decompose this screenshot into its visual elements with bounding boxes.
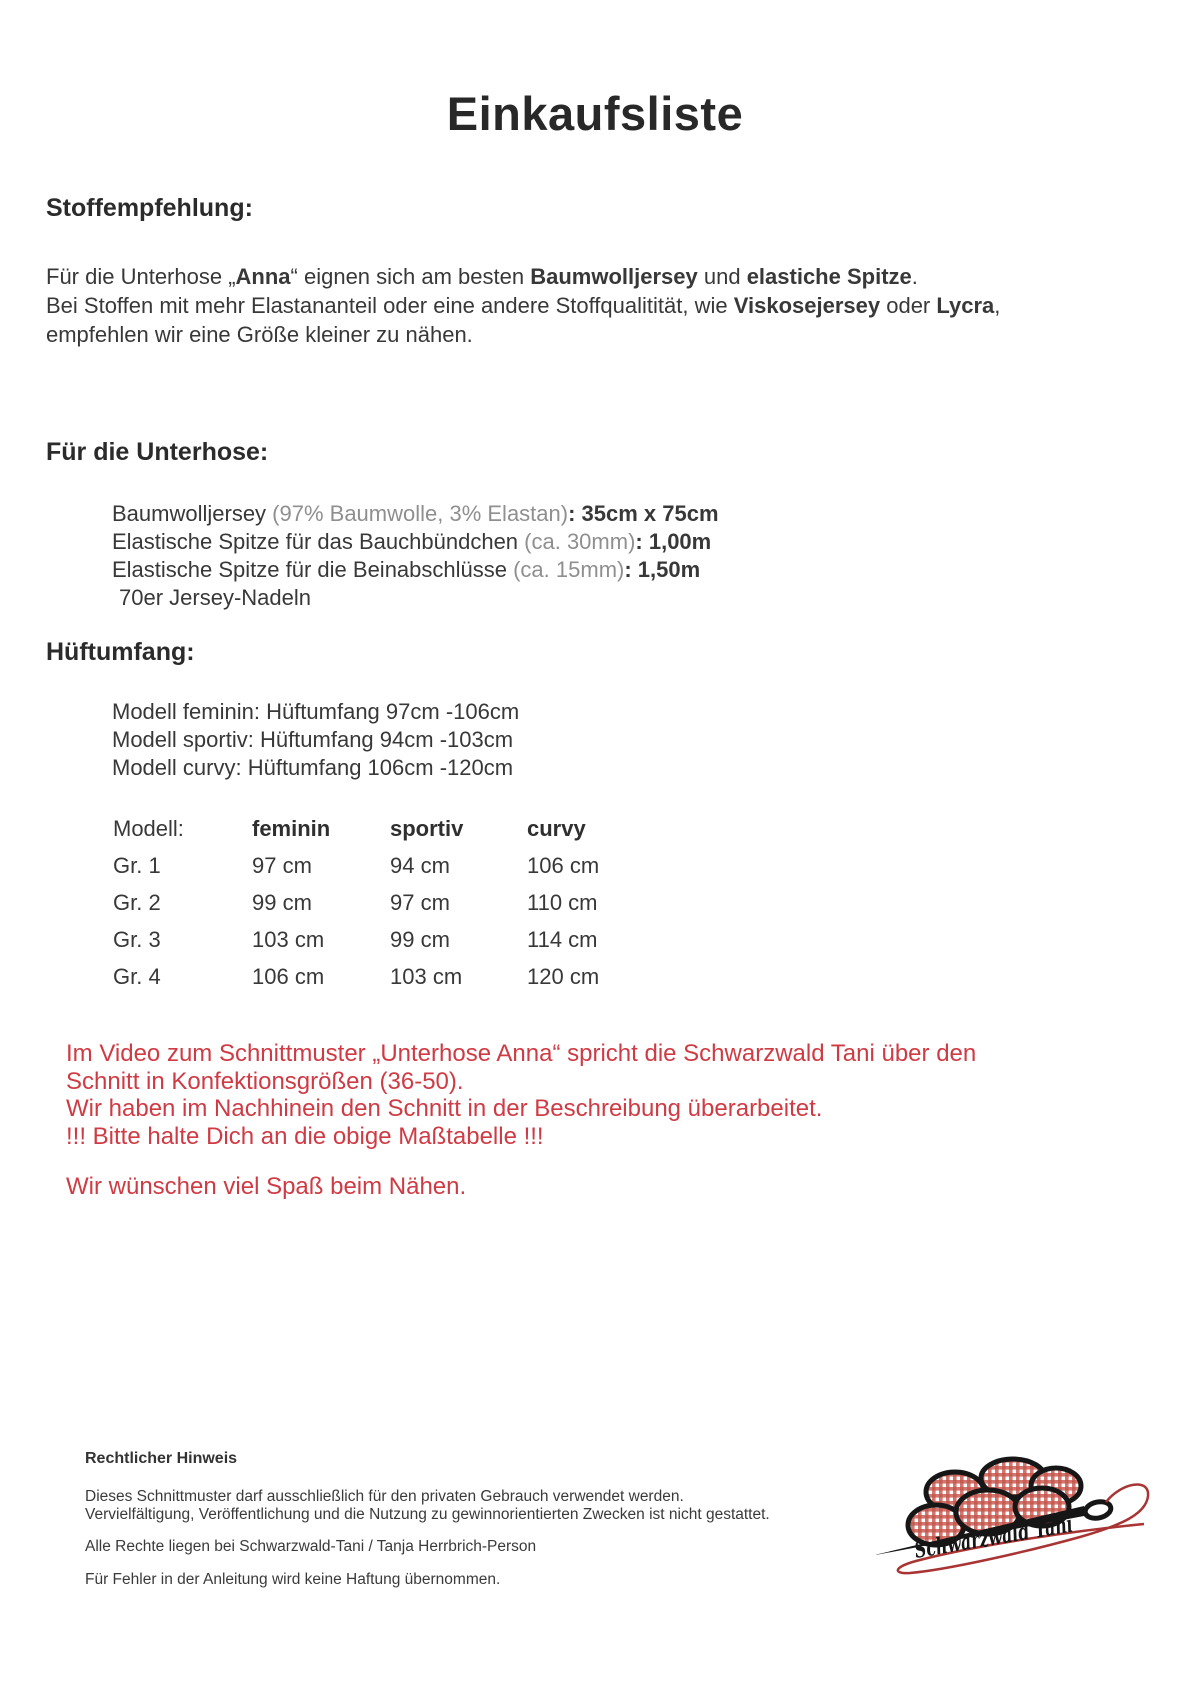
table-cell: 103 cm xyxy=(252,926,325,952)
schwarzwald-tani-logo xyxy=(876,1382,1178,1594)
rights-line: Alle Rechte liegen bei Schwarzwald-Tani / Tanja Herrbrich-Person xyxy=(85,1538,537,1555)
legal-heading: Rechtlicher Hinweis xyxy=(85,1450,238,1467)
text-segment: elastiche Spitze xyxy=(746,264,912,289)
needle-eye xyxy=(1084,1499,1113,1520)
table-cell: Gr. 2 xyxy=(113,889,161,915)
text-segment: Elastische Spitze für die Beinabschlüsse xyxy=(112,557,514,582)
logo-text: Schwarzwald Tani xyxy=(912,1498,1144,1564)
text-segment: Bei Stoffen mit mehr Elastananteil oder eine andere Stoffqualitität, wie xyxy=(46,293,734,318)
text-segment: Anna xyxy=(235,264,291,289)
table-header-feminin: feminin xyxy=(252,815,331,841)
paragraph-line xyxy=(46,262,1000,291)
paragraph-line xyxy=(46,291,1000,320)
model-hip-item: Modell sportiv: Hüftumfang 94cm -103cm xyxy=(112,727,514,752)
text-segment: und xyxy=(697,264,747,289)
video-note-line: !!! Bitte halte Dich an die obige Maßtabelle !!! xyxy=(66,1122,544,1150)
text-segment: Viskosejersey xyxy=(733,293,881,318)
text-segment: (97% Baumwolle, 3% Elastan) xyxy=(272,501,569,526)
wish-line: Wir wünschen viel Spaß beim Nähen. xyxy=(66,1173,467,1200)
material-list-item xyxy=(112,584,719,612)
text-segment: (ca. 30mm) xyxy=(524,529,636,554)
text-segment: 70er Jersey-Nadeln xyxy=(119,585,311,610)
video-note-line: Schnitt in Konfektionsgrößen (36-50). xyxy=(66,1067,464,1095)
section-heading-stoffempfehlung: Stoffempfehlung: xyxy=(46,194,253,222)
table-cell: 94 cm xyxy=(390,852,450,878)
text-segment: Elastische Spitze für das Bauchbündchen xyxy=(112,529,525,554)
text-segment: Baumwolljersey xyxy=(112,501,273,526)
text-segment: : 35cm x 75cm xyxy=(568,501,719,526)
text-segment: oder xyxy=(880,293,937,318)
table-cell: 106 cm xyxy=(527,852,600,878)
video-note xyxy=(66,1040,976,1150)
table-header-modell: Modell: xyxy=(113,815,184,841)
legal-line: Dieses Schnittmuster darf ausschließlich für den privaten Gebrauch verwendet werden. xyxy=(85,1488,684,1505)
page-title: Einkaufsliste xyxy=(446,87,744,140)
text-segment: : 1,00m xyxy=(635,529,712,554)
table-cell: 97 cm xyxy=(390,889,450,915)
text-segment: . xyxy=(911,264,918,289)
text-segment: empfehlen wir eine Größe kleiner zu nähen. xyxy=(46,322,473,347)
table-cell: Gr. 4 xyxy=(113,963,161,989)
material-list-item xyxy=(112,528,719,556)
table-cell: 99 cm xyxy=(252,889,312,915)
stoffempfehlung-paragraph xyxy=(46,262,1000,349)
liability-line: Für Fehler in der Anleitung wird keine Haftung übernommen. xyxy=(85,1571,501,1588)
model-hip-item: Modell feminin: Hüftumfang 97cm -106cm xyxy=(112,699,520,724)
model-hip-list xyxy=(112,698,519,782)
size-table xyxy=(113,810,657,995)
table-header-curvy: curvy xyxy=(527,815,586,841)
table-cell: 114 cm xyxy=(527,926,598,952)
table-cell: 110 cm xyxy=(527,889,598,915)
table-header-sportiv: sportiv xyxy=(390,815,464,841)
section-heading-hueftumfang: Hüftumfang: xyxy=(46,638,195,666)
table-cell: Gr. 3 xyxy=(113,926,161,952)
text-segment: : 1,50m xyxy=(624,557,701,582)
legal-line: Vervielfältigung, Veröffentlichung und die Nutzung zu gewinnorientierten Zwecken ist nicht gestattet. xyxy=(85,1505,770,1523)
material-list xyxy=(112,500,719,612)
table-cell: 99 cm xyxy=(390,926,450,952)
video-note-line: Im Video zum Schnittmuster „Unterhose Anna“ spricht die Schwarzwald Tani über den xyxy=(66,1040,977,1067)
video-note-line: Wir haben im Nachhinein den Schnitt in der Beschreibung überarbeitet. xyxy=(66,1095,823,1122)
section-heading-unterhose: Für die Unterhose: xyxy=(46,438,269,466)
paragraph-line xyxy=(46,320,1000,349)
text-segment: Baumwolljersey xyxy=(530,264,698,289)
material-list-item xyxy=(112,556,719,584)
text-segment: Lycra xyxy=(936,293,995,318)
text-segment: , xyxy=(994,293,1001,318)
material-list-item xyxy=(112,500,719,528)
text-segment: (ca. 15mm) xyxy=(513,557,625,582)
text-segment: Für die Unterhose „ xyxy=(46,264,236,289)
model-hip-item: Modell curvy: Hüftumfang 106cm -120cm xyxy=(112,755,514,780)
table-cell: 103 cm xyxy=(390,963,463,989)
legal-paragraph xyxy=(85,1488,770,1523)
table-cell: Gr. 1 xyxy=(113,852,161,878)
table-cell: 97 cm xyxy=(252,852,312,878)
text-segment: “ eignen sich am besten xyxy=(290,264,531,289)
table-cell: 106 cm xyxy=(252,963,325,989)
table-cell: 120 cm xyxy=(527,963,600,989)
